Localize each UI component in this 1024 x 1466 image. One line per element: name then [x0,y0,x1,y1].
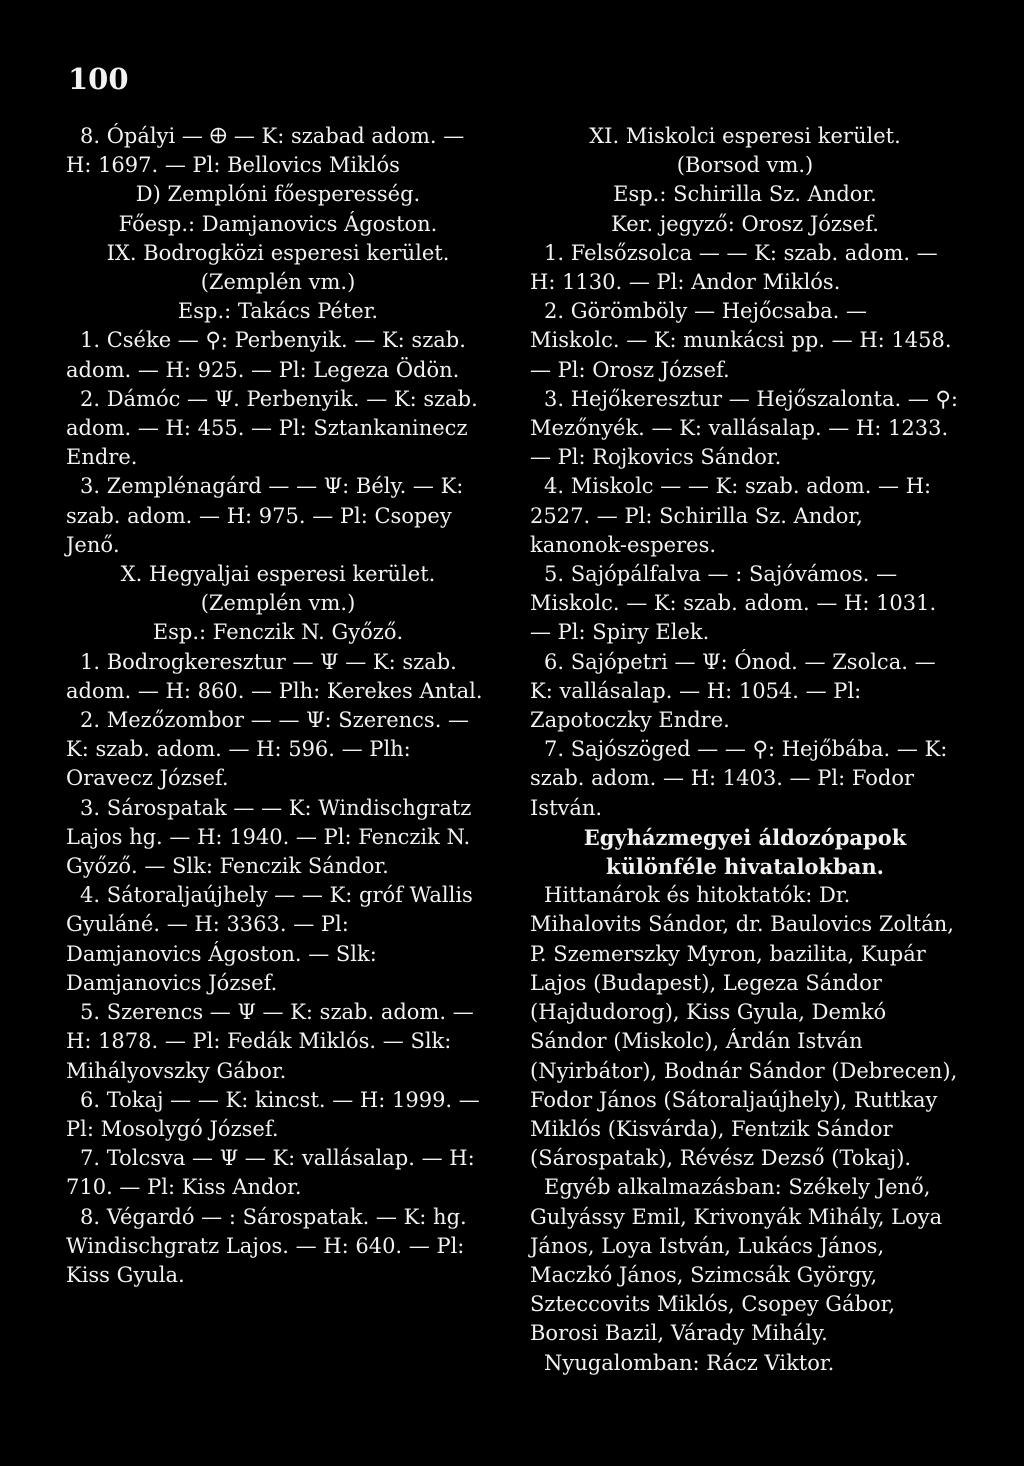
right-paragraph: 1. Felsőzsolca — — K: szab. adom. — H: 1130. — Pl: Andor Miklós. [530,240,938,295]
right-paragraph: 2. Görömböly — Hejőcsaba. — Miskolc. — K: munkácsi pp. — H: 1458. — Pl: Orosz József. [530,299,952,382]
left-paragraph: D) Zemplóni főesperesség. [135,182,421,207]
left-paragraph: (Zemplén vm.) [200,591,356,616]
right-paragraph: 7. Sajószöged — — ⚲: Hejőbába. — K: szab. adom. — H: 1403. — Pl: Fodor István. [530,737,948,820]
left-paragraph: 2. Dámóc — Ψ. Perbenyik. — K: szab. adom. — H: 455. — Pl: Sztankaninecz Endre. [66,386,478,470]
left-column [66,122,490,1290]
left-paragraph: 5. Szerencs — Ψ — K: szab. adom. — H: 1878. — Pl: Fedák Miklós. — Slk: Mihályovszky Gábor. [66,1000,474,1083]
left-paragraph: 6. Tokaj — — K: kincst. — H: 1999. — Pl: Mosolygó József. [66,1087,480,1141]
left-paragraph: (Zemplén vm.) [200,270,356,295]
left-paragraph: Főesp.: Damjanovics Ágoston. [118,211,438,236]
right-paragraph: XI. Miskolci esperesi kerület. [589,124,901,148]
left-paragraph: Esp.: Fenczik N. Győző. [152,620,404,645]
left-paragraph: 7. Tolcsva — Ψ — K: vallásalap. — H: 710. — Pl: Kiss Andor. [66,1146,475,1200]
left-paragraph: 2. Mezőzombor — — Ψ: Szerencs. — K: szab. adom. — H: 596. — Plh: Oravecz József. [66,708,470,791]
left-paragraph: 3. Zemplénagárd — — Ψ: Bély. — K: szab. adom. — H: 975. — Pl: Csopey Jenő. [66,474,464,557]
right-paragraph: Nyugalomban: Rácz Viktor. [544,1350,835,1375]
right-paragraph: Ker. jegyző: Orosz József. [611,211,879,236]
right-paragraph: 5. Sajópálfalva — : Sajóvámos. — Miskolc. — K: szab. adom. — H: 1031. — Pl: Spiry Elek. [530,562,937,645]
right-paragraph: Egyházmegyei áldozópapok különféle hivatalokban. [583,824,907,880]
page-number: 100 [68,62,129,96]
left-paragraph: 8. Ópályi — 🜨 — K: szabad adom. — H: 1697. — Pl: Bellovics Miklós [66,124,465,178]
left-paragraph: Esp.: Takács Péter. [177,299,379,324]
left-paragraph: 1. Bodrogkeresztur — Ψ — K: szab. adom. — H: 860. — Plh: Kerekes Antal. [66,649,483,703]
right-paragraph: Egyéb alkalmazásban: Székely Jenő, Gulyássy Emil, Krivonyák Mihály, Loya János, Loya István, Lukács János, Maczkó János, Szimcsák György, Szteccovits Miklós, Csopey Gábor, Borosi Bazil, Várady Mihály. [530,1175,943,1346]
left-paragraph: 4. Sátoraljaújhely — — K: gróf Wallis Gyuláné. — H: 3363. — Pl: Damjanovics Ágoston. — Slk: Damjanovics József. [66,883,473,995]
right-paragraph: 4. Miskolc — — K: szab. adom. — H: 2527. — Pl: Schirilla Sz. Andor, kanonok-esperes. [530,474,932,557]
right-paragraph: 3. Hejőkeresztur — Hejőszalonta. — ⚲: Mezőnyék. — K: vallásalap. — H: 1233. — Pl: Rojkovics Sándor. [530,386,959,470]
left-paragraph: X. Hegyaljai esperesi kerület. [120,562,436,587]
left-paragraph: IX. Bodrogközi esperesi kerület. [106,240,450,265]
left-paragraph: 8. Végardó — : Sárospatak. — K: hg. Windischgratz Lajos. — H: 640. — Pl: Kiss Gyula. [66,1204,467,1287]
right-paragraph: (Borsod vm.) [676,153,814,178]
left-paragraph: 3. Sárospatak — — K: Windischgratz Lajos hg. — H: 1940. — Pl: Fenczik N. Győző. — Slk: Fenczik Sándor. [66,795,472,879]
right-paragraph: 6. Sajópetri — Ψ: Ónod. — Zsolca. — K: vallásalap. — H: 1054. — Pl: Zapotoczky Endre. [530,649,936,733]
right-column [530,122,960,1378]
right-paragraph: Hittanárok és hitoktatók: Dr. Mihalovits Sándor, dr. Baulovics Zoltán, P. Szemerszky Myron, bazilita, Kupár Lajos (Budapest), Legeza Sándor (Hajdudorog), Kiss Gyula, Demkó Sándor (Miskolc), Árdán István (Nyirbátor), Bodnár Sándor (Debrecen), Fodor János (Sátoraljaújhely), Ruttkay Miklós (Kisvárda), Fentzik Sándor (Sárospatak), Révész Dezső (Tokaj). [530,883,958,1171]
right-paragraph: Esp.: Schirilla Sz. Andor. [613,182,877,207]
left-paragraph: 1. Cséke — ⚲: Perbenyik. — K: szab. adom. — H: 925. — Pl: Legeza Ödön. [66,328,466,382]
